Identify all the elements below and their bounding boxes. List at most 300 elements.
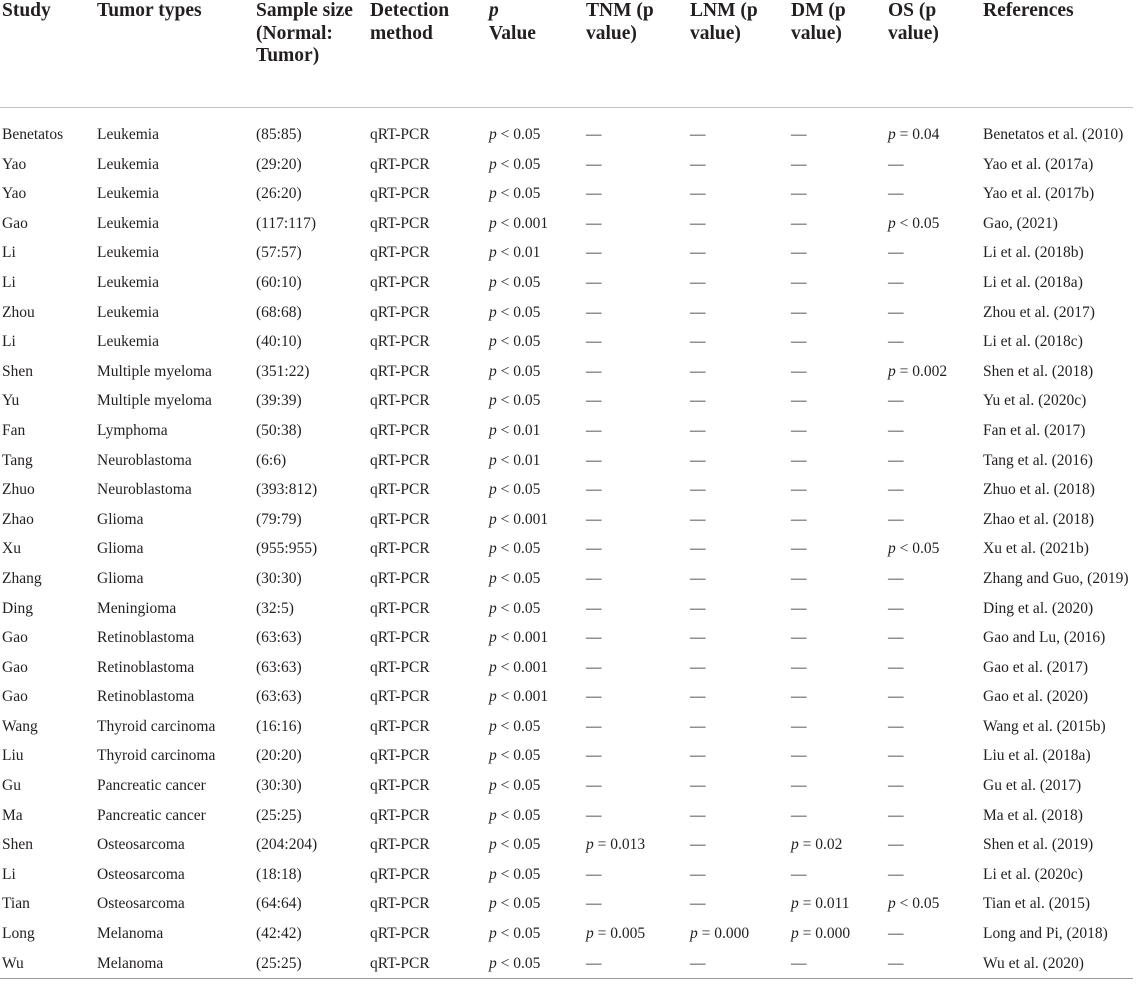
cell-lnm <box>690 919 791 949</box>
cell-tnm: — <box>586 949 690 979</box>
cell-tumor-types: Multiple myeloma <box>97 392 212 410</box>
cell-tnm: — <box>586 569 602 587</box>
cell-tnm: — <box>586 333 602 351</box>
cell-os <box>888 357 983 387</box>
p-value-text: < 0.05 <box>496 895 541 913</box>
cell-os: — <box>888 747 904 765</box>
cell-lnm: — <box>690 392 706 410</box>
header-label: Study <box>2 0 51 21</box>
cell-tnm: — <box>586 747 602 765</box>
p-value-text: = 0.000 <box>697 925 750 943</box>
p-symbol: p <box>489 954 497 972</box>
cell-tnm: — <box>586 629 602 647</box>
table-row <box>0 238 1133 268</box>
cell-lnm: — <box>690 540 706 558</box>
p-value-text: < 0.001 <box>496 510 549 528</box>
cell-p-value <box>489 179 586 209</box>
table-row <box>0 150 1133 180</box>
cell-sample-size: (204:204) <box>256 836 318 854</box>
cell-lnm: — <box>690 510 706 528</box>
cell-detection-method: qRT-PCR <box>370 392 430 410</box>
table-row <box>0 505 1133 535</box>
cell-sample-size: (60:10) <box>256 273 302 291</box>
cell-tnm: — <box>586 126 602 143</box>
cell-lnm: — <box>690 777 706 795</box>
cell-study: Gao <box>2 214 28 232</box>
cell-lnm: — <box>690 599 706 617</box>
cell-detection-method: qRT-PCR <box>370 510 430 528</box>
cell-os: — <box>888 925 904 943</box>
p-symbol: p <box>489 865 497 883</box>
p-value-text: = 0.04 <box>895 126 940 143</box>
p-value-text: < 0.05 <box>496 836 541 854</box>
cell-study: Shen <box>2 362 33 380</box>
cell-references: Li et al. (2020c) <box>983 865 1083 883</box>
p-value-text: < 0.05 <box>496 333 541 351</box>
cell-dm: — <box>791 333 807 351</box>
p-symbol: p <box>489 629 497 647</box>
cell-study: Ma <box>2 806 23 824</box>
cell-sample-size: (25:25) <box>256 806 302 824</box>
cell-p-value <box>489 653 586 683</box>
p-value-text: < 0.001 <box>496 629 549 647</box>
column-header-lnm <box>690 0 791 108</box>
cell-detection-method: qRT-PCR <box>370 747 430 765</box>
cell-dm: — <box>791 244 807 262</box>
cell-p-value <box>489 860 586 890</box>
p-symbol: p <box>489 421 497 439</box>
cell-references: Gu et al. (2017) <box>983 777 1082 795</box>
cell-detection-method: qRT-PCR <box>370 806 430 824</box>
cell-detection-method: qRT-PCR <box>370 540 430 558</box>
cell-sample-size: (18:18) <box>256 865 302 883</box>
table-row <box>0 327 1133 357</box>
cell-dm: — <box>791 126 807 143</box>
cell-references: Yao et al. (2017a) <box>983 155 1094 173</box>
p-symbol: p <box>586 836 594 854</box>
p-symbol: p <box>489 777 497 795</box>
cell-os: — <box>888 303 904 321</box>
cell-references: Gao et al. (2017) <box>983 658 1089 676</box>
column-header-detection-method <box>370 0 489 108</box>
cell-references: Zhou et al. (2017) <box>983 303 1095 321</box>
p-value-text: < 0.05 <box>496 777 541 795</box>
p-value-text: < 0.05 <box>895 540 940 558</box>
cell-dm: — <box>791 540 807 558</box>
p-value-text: = 0.011 <box>798 895 850 913</box>
cell-references: Liu et al. (2018a) <box>983 747 1091 765</box>
cell-sample-size: (40:10) <box>256 333 302 351</box>
cell-os: — <box>888 658 904 676</box>
cell-tnm <box>586 919 690 949</box>
cell-p-value <box>489 682 586 712</box>
cell-p-value <box>489 298 586 328</box>
cell-detection-method: qRT-PCR <box>370 481 430 499</box>
cell-detection-method: qRT-PCR <box>370 949 489 979</box>
cell-dm: — <box>791 421 807 439</box>
cell-p-value <box>489 416 586 446</box>
cell-lnm: — <box>690 273 706 291</box>
cell-tnm: — <box>586 599 602 617</box>
cell-lnm: — <box>690 244 706 262</box>
p-value-text: = 0.02 <box>798 836 843 854</box>
cell-p-value <box>489 238 586 268</box>
cell-study: Xu <box>2 540 21 558</box>
cell-sample-size: (20:20) <box>256 747 302 765</box>
cell-os <box>888 889 983 919</box>
cell-sample-size: (16:16) <box>256 717 302 735</box>
cell-tumor-types: Thyroid carcinoma <box>97 747 216 765</box>
cell-tnm: — <box>586 865 602 883</box>
cell-detection-method: qRT-PCR <box>370 333 430 351</box>
p-symbol: p <box>489 451 497 469</box>
p-symbol: p <box>489 895 497 913</box>
p-symbol: p <box>489 806 497 824</box>
cell-detection-method: qRT-PCR <box>370 569 430 587</box>
table-row <box>0 919 1133 949</box>
p-value-text: = 0.002 <box>895 362 948 380</box>
cell-references: Shen et al. (2018) <box>983 362 1094 380</box>
p-symbol: p <box>489 540 497 558</box>
cell-lnm: — <box>690 717 706 735</box>
cell-tumor-types: Leukemia <box>97 214 159 232</box>
cell-study: Gao <box>2 629 28 647</box>
cell-lnm: — <box>690 747 706 765</box>
p-value-text: < 0.05 <box>496 865 541 883</box>
p-value-text: < 0.05 <box>496 392 541 410</box>
cell-references: Tian et al. (2015) <box>983 895 1091 913</box>
cell-tumor-types: Neuroblastoma <box>97 451 192 469</box>
p-symbol: p <box>489 303 497 321</box>
header-label: Value <box>489 22 536 44</box>
table-row <box>0 712 1133 742</box>
p-symbol: p <box>489 126 497 143</box>
cell-study: Yao <box>2 185 27 203</box>
italic-p: p <box>489 0 499 21</box>
cell-detection-method: qRT-PCR <box>370 599 430 617</box>
spacer-row <box>0 108 1133 121</box>
column-header-dm <box>791 0 888 108</box>
cell-sample-size: (63:63) <box>256 688 302 706</box>
cell-study: Gao <box>2 658 28 676</box>
cell-tnm: — <box>586 362 602 380</box>
p-symbol: p <box>791 925 799 943</box>
cell-detection-method: qRT-PCR <box>370 214 430 232</box>
cell-sample-size: (29:20) <box>256 155 302 173</box>
cell-dm: — <box>791 806 807 824</box>
cell-references: Li et al. (2018b) <box>983 244 1084 262</box>
cell-references: Yao et al. (2017b) <box>983 185 1095 203</box>
p-symbol: p <box>489 747 497 765</box>
cell-p-value <box>489 919 586 949</box>
column-header-study <box>0 0 97 108</box>
cell-tumor-types: Osteosarcoma <box>97 865 185 883</box>
p-symbol: p <box>489 599 497 617</box>
cell-sample-size: (50:38) <box>256 421 302 439</box>
p-value-text: < 0.05 <box>496 155 541 173</box>
cell-tnm: — <box>586 273 602 291</box>
cell-lnm: — <box>690 836 706 854</box>
cell-lnm: — <box>690 155 706 173</box>
table-row <box>0 209 1133 239</box>
cell-lnm: — <box>690 333 706 351</box>
cell-p-value <box>489 830 586 860</box>
cell-detection-method: qRT-PCR <box>370 421 430 439</box>
cell-study: Li <box>2 244 16 262</box>
cell-lnm: — <box>690 806 706 824</box>
cell-p-value <box>489 327 586 357</box>
cell-dm: — <box>791 303 807 321</box>
cell-p-value <box>489 357 586 387</box>
cell-os: — <box>888 421 904 439</box>
column-header-tumor-types <box>97 0 256 108</box>
cell-detection-method: qRT-PCR <box>370 126 430 143</box>
cell-references: Shen et al. (2019) <box>983 836 1094 854</box>
cell-detection-method: qRT-PCR <box>370 155 430 173</box>
cell-sample-size: (30:30) <box>256 777 302 795</box>
p-value-text: < 0.05 <box>496 303 541 321</box>
cell-references: Tang et al. (2016) <box>983 451 1093 469</box>
cell-p-value <box>489 386 586 416</box>
cell-tnm: — <box>586 392 602 410</box>
table-row <box>0 860 1133 890</box>
cell-detection-method: qRT-PCR <box>370 658 430 676</box>
p-value-text: = 0.013 <box>593 836 646 854</box>
cell-sample-size: (26:20) <box>256 185 302 203</box>
cell-os: — <box>888 333 904 351</box>
cell-references: Zhao et al. (2018) <box>983 510 1095 528</box>
cell-os: — <box>888 599 904 617</box>
cell-p-value <box>489 801 586 831</box>
cell-detection-method: qRT-PCR <box>370 244 430 262</box>
cell-p-value <box>489 446 586 476</box>
p-value-text: < 0.05 <box>895 895 940 913</box>
cell-references: Benetatos et al. (2010) <box>983 126 1124 143</box>
p-symbol: p <box>489 155 497 173</box>
cell-detection-method: qRT-PCR <box>370 865 430 883</box>
cell-p-value <box>489 949 586 979</box>
spacer-cell <box>0 108 1133 121</box>
cell-sample-size: (63:63) <box>256 629 302 647</box>
cell-lnm: — <box>690 481 706 499</box>
p-value-text: < 0.05 <box>496 540 541 558</box>
p-symbol: p <box>489 392 497 410</box>
p-symbol: p <box>888 362 896 380</box>
column-header-references <box>983 0 1133 108</box>
cell-sample-size: (25:25) <box>256 949 370 979</box>
cell-tumor-types: Leukemia <box>97 244 159 262</box>
cell-study: Li <box>2 333 16 351</box>
cell-references: Wu et al. (2020) <box>983 949 1133 979</box>
table-row <box>0 446 1133 476</box>
cell-os: — <box>888 392 904 410</box>
cell-study: Benetatos <box>2 126 64 143</box>
cell-tnm: — <box>586 658 602 676</box>
cell-sample-size: (39:39) <box>256 392 302 410</box>
p-symbol: p <box>888 540 896 558</box>
cell-references: Li et al. (2018a) <box>983 273 1083 291</box>
cell-p-value <box>489 712 586 742</box>
cell-p-value <box>489 150 586 180</box>
cell-study: Tian <box>2 895 30 913</box>
cell-os <box>888 209 983 239</box>
cell-references: Ding et al. (2020) <box>983 599 1094 617</box>
cell-dm: — <box>791 777 807 795</box>
cell-tumor-types: Leukemia <box>97 273 159 291</box>
table-row <box>0 534 1133 564</box>
cell-tnm: — <box>586 451 602 469</box>
cell-os: — <box>888 717 904 735</box>
cell-study: Long <box>2 925 35 943</box>
table-row <box>0 179 1133 209</box>
cell-p-value <box>489 771 586 801</box>
cell-os: — <box>888 510 904 528</box>
cell-lnm: — <box>690 865 706 883</box>
p-value-text: < 0.05 <box>496 747 541 765</box>
cell-dm: — <box>791 185 807 203</box>
cell-tumor-types: Pancreatic cancer <box>97 777 206 795</box>
cell-sample-size: (351:22) <box>256 362 310 380</box>
cell-study: Yu <box>2 392 20 410</box>
cell-study: Gu <box>2 777 21 795</box>
p-value-text: < 0.01 <box>496 451 541 469</box>
table-row <box>0 682 1133 712</box>
table-row <box>0 741 1133 771</box>
cell-tnm: — <box>586 481 602 499</box>
cell-study: Liu <box>2 747 24 765</box>
p-symbol: p <box>888 214 896 232</box>
table-row <box>0 653 1133 683</box>
table-row <box>0 268 1133 298</box>
header-label: TNM (p value) <box>586 0 654 44</box>
cell-dm: — <box>791 658 807 676</box>
cell-dm: — <box>791 717 807 735</box>
cell-p-value <box>489 475 586 505</box>
cell-tumor-types: Glioma <box>97 510 144 528</box>
cell-tumor-types: Retinoblastoma <box>97 658 195 676</box>
cell-references: Zhang and Guo, (2019) <box>983 569 1129 587</box>
cell-os <box>888 534 983 564</box>
cell-p-value <box>489 594 586 624</box>
table-row <box>0 416 1133 446</box>
cell-tumor-types: Lymphoma <box>97 421 168 439</box>
p-value-text: < 0.05 <box>496 717 541 735</box>
cell-study: Fan <box>2 421 26 439</box>
cell-dm <box>791 830 888 860</box>
cell-os: — <box>888 451 904 469</box>
cell-tnm: — <box>586 244 602 262</box>
cell-study: Tang <box>2 451 33 469</box>
cell-tnm: — <box>586 214 602 232</box>
p-symbol: p <box>489 333 497 351</box>
table-row <box>0 298 1133 328</box>
cell-references: Gao and Lu, (2016) <box>983 629 1106 647</box>
cell-dm: — <box>791 155 807 173</box>
cell-dm: — <box>791 392 807 410</box>
p-symbol: p <box>489 481 497 499</box>
cell-os: — <box>888 806 904 824</box>
cell-tumor-types: Leukemia <box>97 126 159 143</box>
cell-os: — <box>888 836 904 854</box>
cell-references: Zhuo et al. (2018) <box>983 481 1095 499</box>
cell-dm: — <box>791 949 888 979</box>
cell-references: Li et al. (2018c) <box>983 333 1083 351</box>
p-symbol: p <box>489 717 497 735</box>
p-symbol: p <box>489 214 497 232</box>
cell-sample-size: (63:63) <box>256 658 302 676</box>
cell-tumor-types: Glioma <box>97 569 144 587</box>
cell-dm: — <box>791 688 807 706</box>
p-value-text: < 0.001 <box>496 658 549 676</box>
cell-sample-size: (955:955) <box>256 540 318 558</box>
cell-os: — <box>888 244 904 262</box>
cell-tumor-types: Thyroid carcinoma <box>97 717 216 735</box>
cell-os: — <box>888 777 904 795</box>
table-row <box>0 949 1133 979</box>
cell-tumor-types: Neuroblastoma <box>97 481 192 499</box>
cell-sample-size: (64:64) <box>256 895 302 913</box>
cell-tnm: — <box>586 777 602 795</box>
cell-detection-method: qRT-PCR <box>370 925 430 943</box>
p-value-text: < 0.05 <box>496 481 541 499</box>
cell-lnm: — <box>690 214 706 232</box>
cell-tnm: — <box>586 895 602 913</box>
cell-references: Wang et al. (2015b) <box>983 717 1106 735</box>
cell-study: Zhuo <box>2 481 35 499</box>
cell-study: Ding <box>2 599 33 617</box>
cell-os: — <box>888 481 904 499</box>
p-symbol: p <box>489 836 497 854</box>
cell-detection-method: qRT-PCR <box>370 451 430 469</box>
table-row <box>0 889 1133 919</box>
cell-detection-method: qRT-PCR <box>370 629 430 647</box>
cell-dm <box>791 889 888 919</box>
cell-p-value <box>489 209 586 239</box>
table-row <box>0 771 1133 801</box>
cell-p-value <box>489 623 586 653</box>
table-row <box>0 564 1133 594</box>
table-header-row <box>0 0 1133 108</box>
column-header-os <box>888 0 983 108</box>
p-symbol: p <box>489 362 497 380</box>
cell-tumor-types: Pancreatic cancer <box>97 806 206 824</box>
table-row <box>0 801 1133 831</box>
cell-dm: — <box>791 214 807 232</box>
cell-lnm: — <box>690 421 706 439</box>
header-label: DM (p value) <box>791 0 846 44</box>
p-symbol: p <box>791 836 799 854</box>
column-header-tnm <box>586 0 690 108</box>
cell-tumor-types: Meningioma <box>97 599 177 617</box>
cell-references: Fan et al. (2017) <box>983 421 1086 439</box>
cell-p-value <box>489 505 586 535</box>
p-value-text: < 0.001 <box>496 688 549 706</box>
cell-detection-method: qRT-PCR <box>370 777 430 795</box>
cell-os: — <box>888 569 904 587</box>
cell-dm: — <box>791 362 807 380</box>
cell-study: Zhao <box>2 510 34 528</box>
p-symbol: p <box>489 925 497 943</box>
cell-tumor-types: Glioma <box>97 540 144 558</box>
cell-tumor-types: Melanoma <box>97 949 256 979</box>
p-symbol: p <box>489 273 497 291</box>
p-value-text: = 0.000 <box>798 925 851 943</box>
cell-detection-method: qRT-PCR <box>370 895 430 913</box>
p-value-text: < 0.05 <box>496 954 541 972</box>
cell-tumor-types: Retinoblastoma <box>97 629 195 647</box>
p-value-text: < 0.05 <box>496 273 541 291</box>
p-symbol: p <box>489 688 497 706</box>
